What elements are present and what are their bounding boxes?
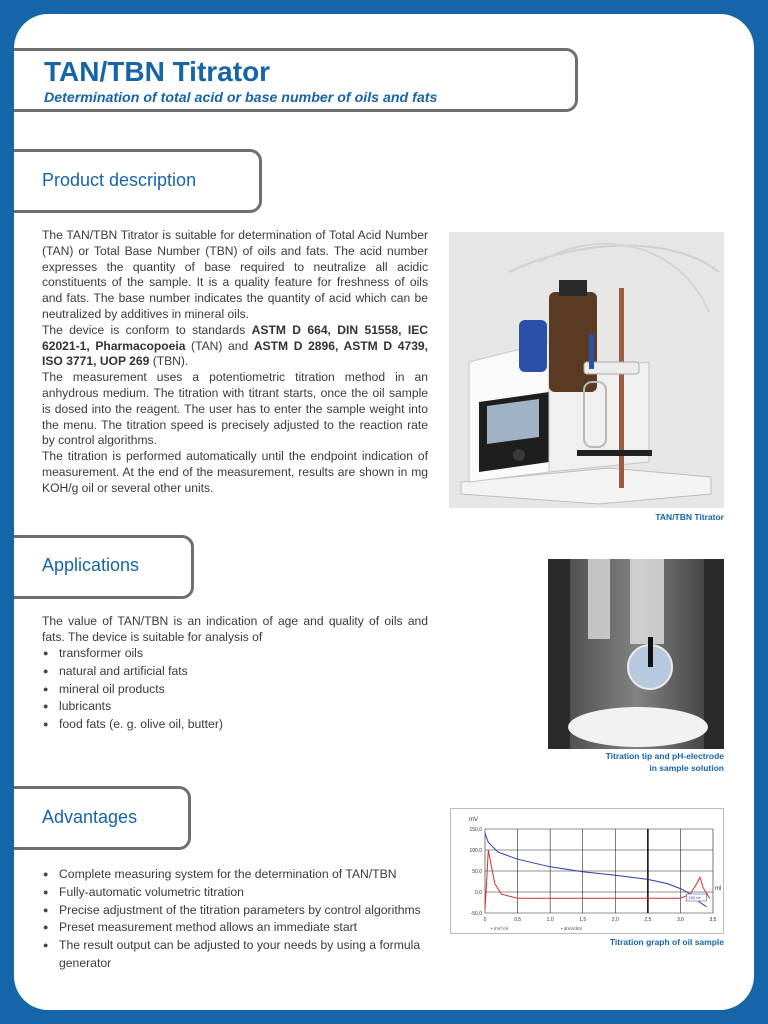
list-item: ● Precise adjustment of the titration parameters by control algorithms bbox=[42, 902, 442, 920]
list-item: ● mineral oil products bbox=[42, 681, 442, 699]
series-line bbox=[485, 833, 707, 907]
legend-label: • dmV/dml bbox=[561, 926, 582, 931]
y-tick-label: 150,0 bbox=[469, 827, 482, 833]
electrode-caption-line1: Titration tip and pH-electrode bbox=[605, 751, 724, 761]
product-p4: The titration is performed automatically until the endpoint indication of measurement. At the end of the measurement, results are shown in mg KOH/g oil or several other units. bbox=[42, 449, 428, 495]
x-tick-label: 1,5 bbox=[579, 917, 587, 923]
document-page bbox=[14, 14, 754, 1010]
x-tick-label: 3,0 bbox=[676, 917, 684, 923]
list-item: ● food fats (e. g. olive oil, butter) bbox=[42, 716, 442, 734]
electrode-caption-line2: in sample solution bbox=[649, 763, 724, 773]
standards-tbn: ASTM D 2896, ASTM D 4739, ISO 3771, UOP 269 bbox=[42, 338, 428, 369]
x-axis-label: ml bbox=[715, 886, 722, 892]
applications-list bbox=[42, 645, 442, 734]
x-tick-label: 3,5 bbox=[709, 917, 717, 923]
x-tick-label: 0,5 bbox=[514, 917, 522, 923]
list-item: ● Fully-automatic volumetric titration bbox=[42, 884, 442, 902]
x-tick-label: 2,0 bbox=[611, 917, 619, 923]
titrator-caption: TAN/TBN Titrator bbox=[655, 512, 724, 522]
product-text bbox=[42, 228, 428, 497]
x-tick-label: 2,5 bbox=[644, 917, 652, 923]
x-tick-label: 1,0 bbox=[546, 917, 554, 923]
product-p3: The measurement uses a potentiometric titration method in an anhydrous medium. The titration with titrant starts, once the oil sample is dosed into the reagent. The user has to enter the sample weight into the menu. The titration speed is precisely adjusted to the reaction rate by control algorithms. bbox=[42, 370, 428, 448]
titrator-photo bbox=[449, 232, 724, 508]
titration-chart-svg bbox=[451, 809, 723, 933]
list-item: ● natural and artificial fats bbox=[42, 663, 442, 681]
advantages-heading: Advantages bbox=[42, 807, 138, 827]
electrode-photo bbox=[548, 559, 724, 749]
y-axis-label: mV bbox=[469, 817, 478, 823]
applications-heading: Applications bbox=[42, 555, 140, 575]
list-item: ● The result output can be adjusted to your needs by using a formula generator bbox=[42, 937, 442, 973]
product-p2a: The device is conform to standards bbox=[42, 322, 252, 337]
series-line bbox=[485, 850, 710, 909]
list-item: ● lubricants bbox=[42, 698, 442, 716]
y-tick-label: 50,0 bbox=[472, 869, 482, 875]
page-subtitle: Determination of total acid or base number of oils and fats bbox=[44, 90, 438, 106]
x-tick-label: 0 bbox=[483, 917, 487, 923]
titration-chart bbox=[450, 808, 724, 934]
legend-label: • mV/ ml bbox=[491, 926, 508, 931]
list-item: ● Complete measuring system for the determination of TAN/TBN bbox=[42, 866, 442, 884]
y-tick-label: 100,0 bbox=[469, 848, 482, 854]
list-item: ● Preset measurement method allows an immediate start bbox=[42, 919, 442, 937]
page-title: TAN/TBN Titrator bbox=[44, 56, 271, 87]
electrode-caption bbox=[574, 750, 724, 774]
product-heading: Product description bbox=[42, 170, 197, 190]
standards-tan: ASTM D 664, DIN 51558, IEC 62021-1, Pharmacopoeia bbox=[42, 322, 429, 353]
product-p2c: (TAN) and bbox=[185, 338, 254, 353]
product-p1: The TAN/TBN Titrator is suitable for determination of Total Acid Number (TAN) or Total Base Number (TBN) of oils and fats. The acid number expresses the quantity of base required to neutralize all acidic constituents of the sample. It is a quality feature for freshness of oils and fats. The base number indicates the quantity of acid which can be neutralized by additives in mineral oils. bbox=[42, 228, 428, 321]
list-item: ● transformer oils bbox=[42, 645, 442, 663]
y-tick-label: -50,0 bbox=[470, 911, 482, 917]
y-tick-label: 0,0 bbox=[475, 890, 482, 896]
product-p2e: (TBN). bbox=[149, 354, 189, 369]
advantages-list bbox=[42, 866, 442, 973]
applications-intro: The value of TAN/TBN is an indication of age and quality of oils and fats. The device is suitable for analysis of bbox=[42, 614, 428, 644]
annotation-label: 150 ml bbox=[688, 895, 701, 900]
chart-caption: Titration graph of oil sample bbox=[609, 937, 724, 947]
